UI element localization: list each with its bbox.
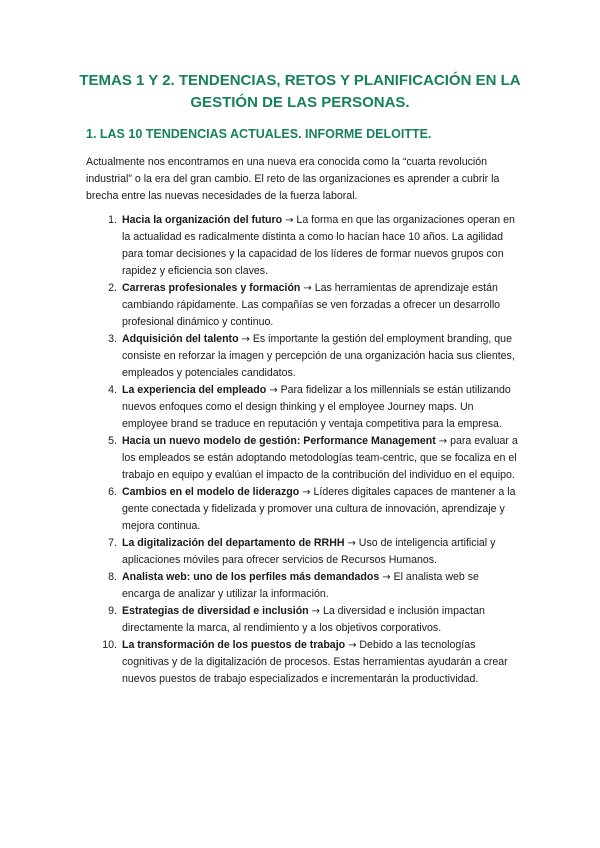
trend-text: Líderes digitales capaces de mantener a la gente conectada y fidelizada y promover una cultura de innovación, aprendizaje y mejora continua. <box>122 486 516 532</box>
trend-number: 1. <box>108 214 117 226</box>
trend-text: La forma en que las organizaciones operan en la actualidad es radicalmente distinta a como lo hacían hace 10 años. La agilidad para tomar decisiones y la capacidad de los líderes de formar nuevos grupos con rapidez y eficiencia son claves. <box>122 214 515 277</box>
trend-name: Analista web: uno de los perfiles más demandados <box>122 571 380 583</box>
arrow-right-icon: → <box>302 487 311 498</box>
trend-name: La transformación de los puestos de trabajo <box>122 639 346 651</box>
intro-paragraph: Actualmente nos encontramos en una nueva era conocida como la “cuarta revolución industrial” o la era del gran cambio. El reto de las organizaciones es aprender a cubrir la brecha entre las nuevas necesidades de la fuerza laboral. <box>86 156 500 202</box>
trend-text: Debido a las tecnologías cognitivas y de la digitalización de procesos. Estas herramientas ayudarán a crear nuevos puestos de trabajo especializados e incrementarán la productividad. <box>122 639 508 685</box>
trend-text: para evaluar a los empleados se están adoptando metodologías team-centric, que se focaliza en el trabajo en equipo y evalúan el impacto de la contribución del individuo en el equipo. <box>122 435 518 481</box>
trend-number: 7. <box>108 537 117 549</box>
trend-text: Es importante la gestión del employment branding, que consiste en reforzar la imagen y percepción de una organización hacia sus clientes, empleados y potenciales candidatos. <box>122 333 515 379</box>
trend-text: Uso de inteligencia artificial y aplicaciones móviles para ofrecer servicios de Recursos Humanos. <box>122 537 496 566</box>
trend-text: Las herramientas de aprendizaje están cambiando rápidamente. Las compañías se ven forzadas a ofrecer un desarrollo profesional dinámico y continuo. <box>122 282 501 328</box>
trend-item <box>86 535 518 569</box>
trend-number: 6. <box>108 486 117 498</box>
trends-list <box>86 212 518 688</box>
trend-name: Adquisición del talento <box>122 333 239 345</box>
trend-name: Hacia la organización del futuro <box>122 214 283 226</box>
trend-name: Hacia un nuevo modelo de gestión: Performance Management <box>122 435 436 447</box>
arrow-right-icon: → <box>348 640 357 651</box>
document-title: TEMAS 1 Y 2. TENDENCIAS, RETOS Y PLANIFICACIÓN EN LA GESTIÓN DE LAS PERSONAS. <box>79 72 521 111</box>
trend-item <box>86 382 518 433</box>
trend-item <box>86 484 518 535</box>
trend-name: Cambios en el modelo de liderazgo <box>122 486 300 498</box>
trend-item <box>86 569 518 603</box>
section-heading: 1. LAS 10 TENDENCIAS ACTUALES. INFORME DELOITTE. <box>86 127 432 141</box>
trend-number: 9. <box>108 605 117 617</box>
arrow-right-icon: → <box>311 606 320 617</box>
trend-item <box>86 637 518 688</box>
trend-item <box>86 331 518 382</box>
trend-text: El analista web se encarga de analizar y utilizar la información. <box>122 571 479 600</box>
arrow-right-icon: → <box>303 283 312 294</box>
arrow-right-icon: → <box>269 385 278 396</box>
trend-text: Para fidelizar a los millennials se están utilizando nuevos enfoques como el design thinking y el employee Journey maps. Un employee brand se traduce en reputación y ventaja competitiva para la empresa. <box>122 384 511 430</box>
trend-number: 2. <box>108 282 117 294</box>
trend-item <box>86 433 518 484</box>
trend-name: Estrategias de diversidad e inclusión <box>122 605 309 617</box>
arrow-right-icon: → <box>438 436 448 447</box>
trend-name: La digitalización del departamento de RRHH <box>122 537 345 549</box>
trend-number: 8. <box>108 571 117 583</box>
trend-number: 10. <box>102 639 117 651</box>
trend-name: La experiencia del empleado <box>122 384 267 396</box>
arrow-right-icon: → <box>347 538 356 549</box>
arrow-right-icon: → <box>382 572 391 583</box>
arrow-right-icon: → <box>285 215 294 226</box>
trend-item <box>86 212 518 280</box>
trend-name: Carreras profesionales y formación <box>122 282 301 294</box>
arrow-right-icon: → <box>241 334 250 345</box>
trend-item <box>86 280 518 331</box>
trend-item <box>86 603 518 637</box>
trend-number: 4. <box>108 384 117 396</box>
trend-number: 5. <box>108 435 117 447</box>
trend-number: 3. <box>108 333 117 345</box>
trend-text: La diversidad e inclusión impactan directamente la marca, al rendimiento y a los objetivos corporativos. <box>122 605 485 634</box>
